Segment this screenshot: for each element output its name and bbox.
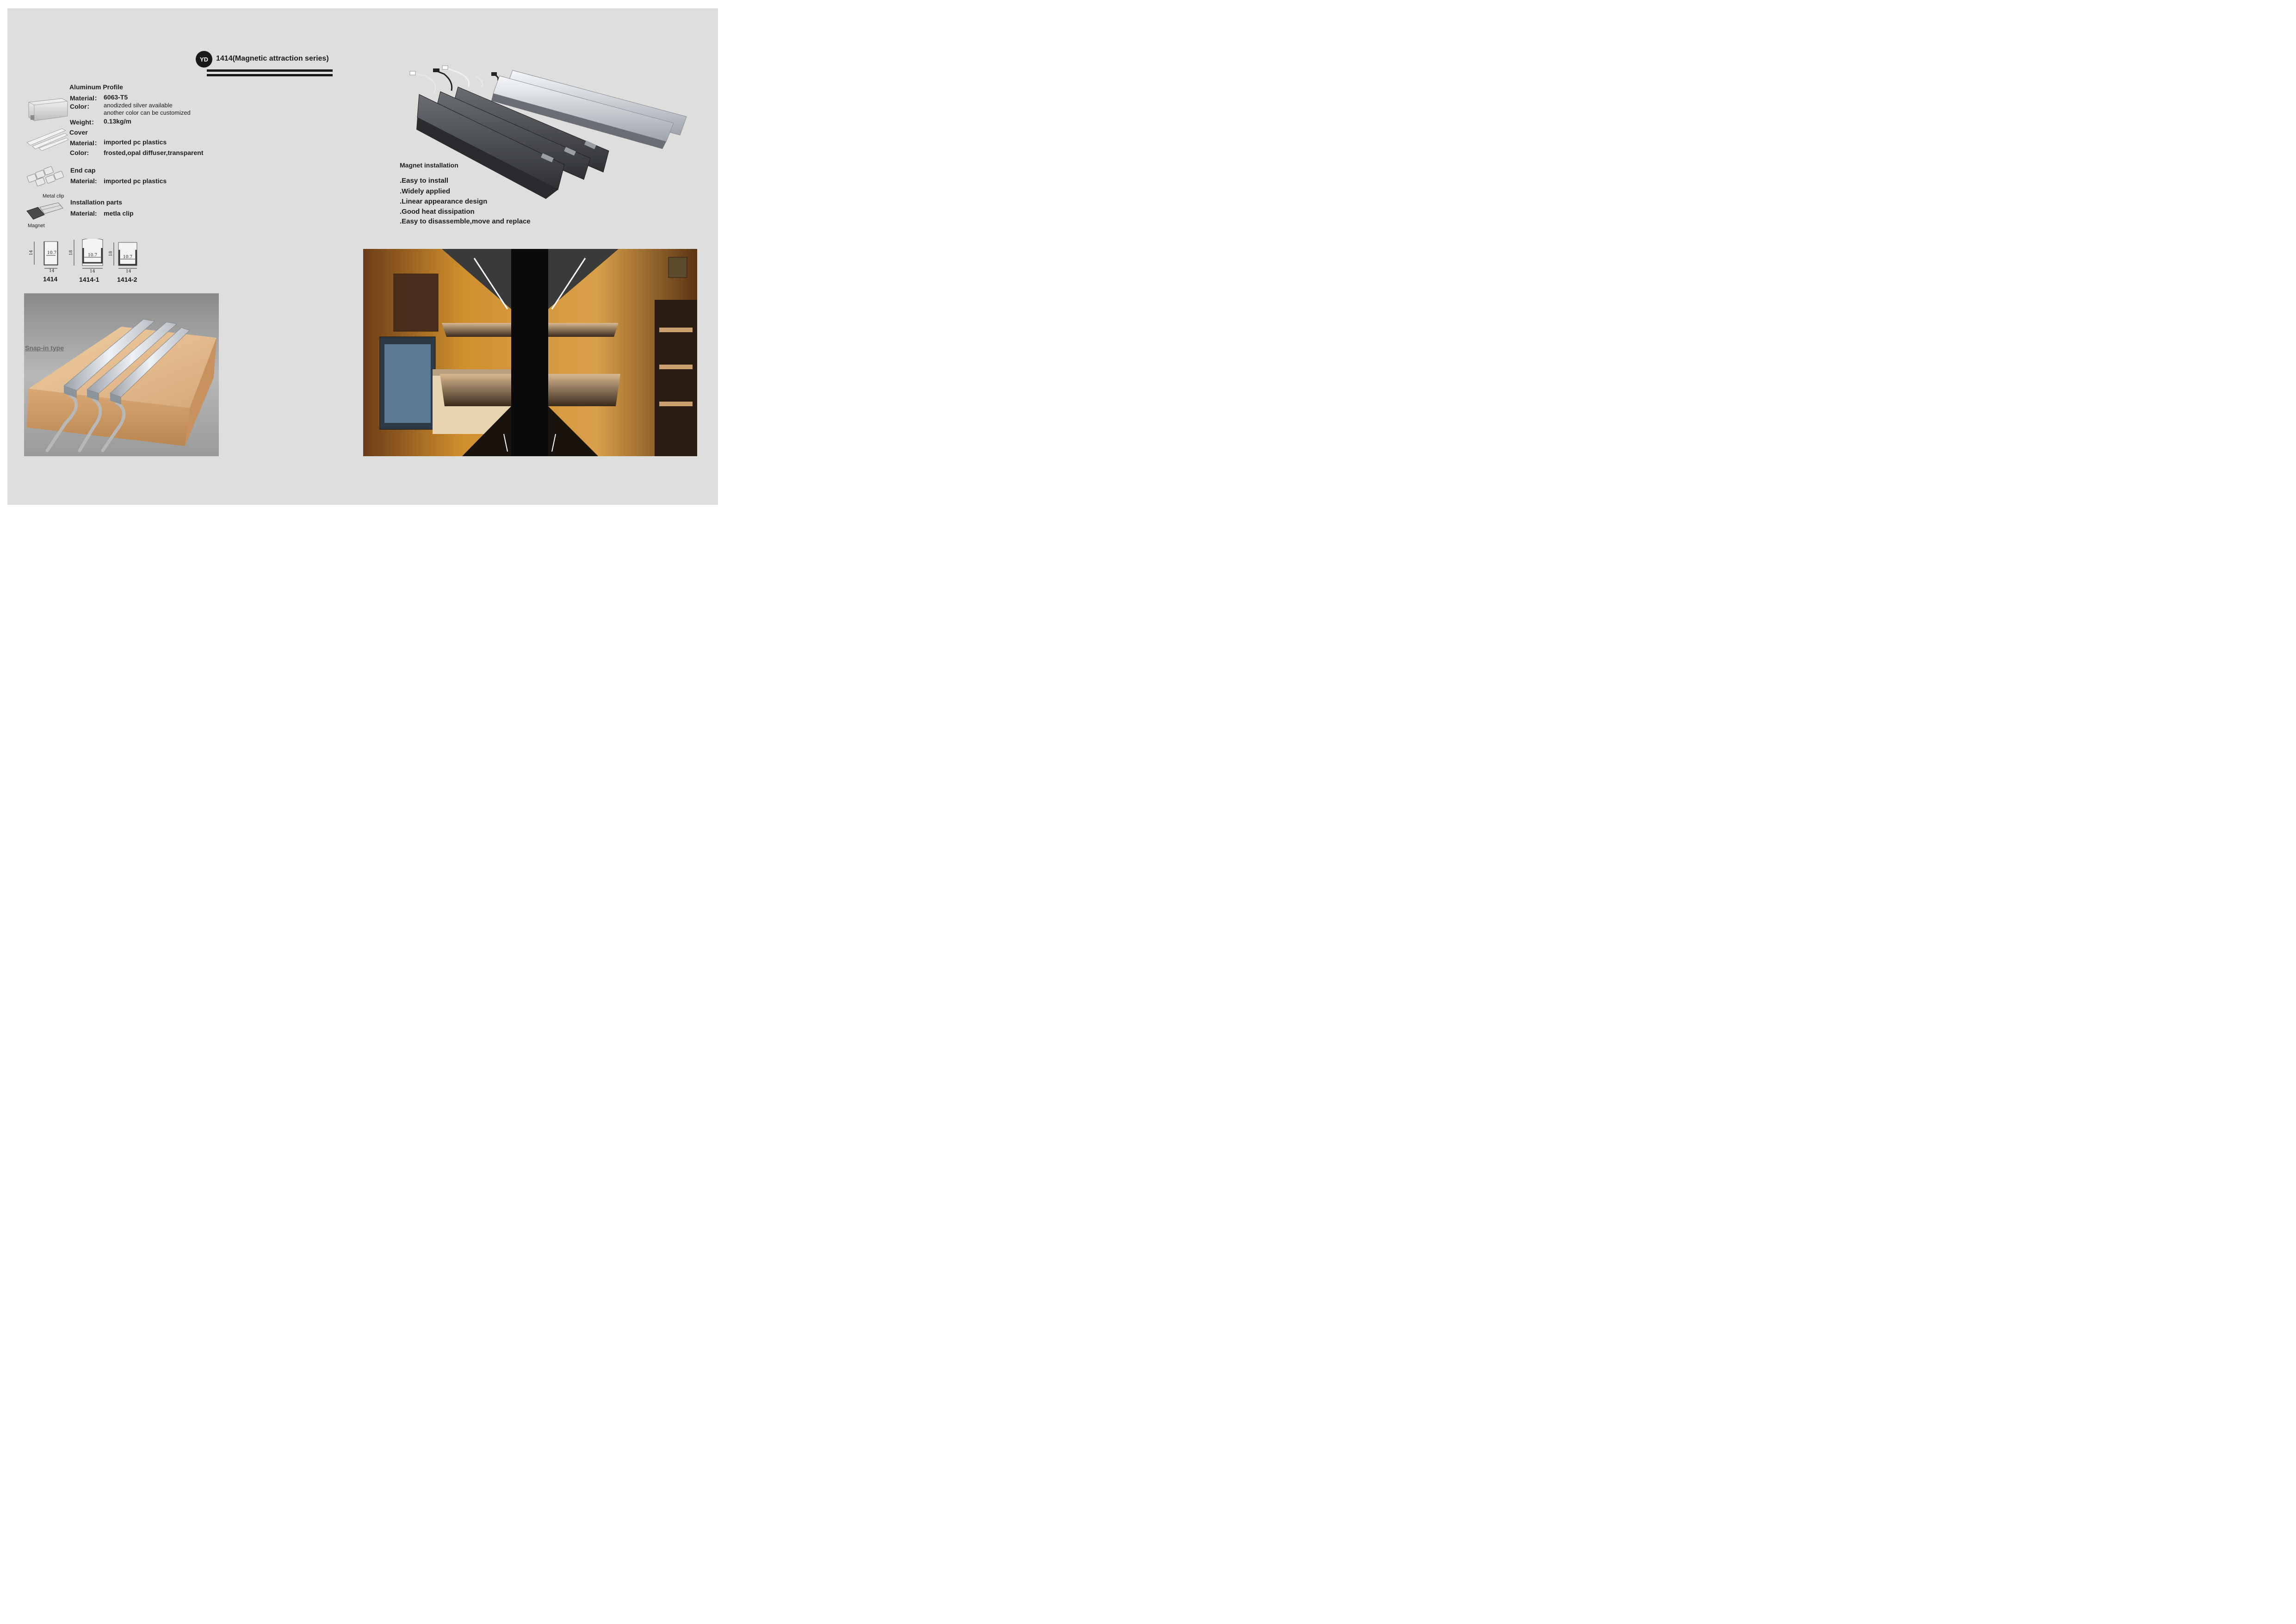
- aluminum-profile-heading: Aluminum Profile: [69, 83, 123, 91]
- feature-item: .Linear appearance design: [400, 198, 488, 205]
- magnet-product-render: [407, 65, 694, 204]
- installation-parts-thumbnail: [26, 201, 65, 221]
- cover-material-label: Material：: [70, 139, 101, 147]
- feature-item: .Easy to install: [400, 177, 449, 185]
- aluminum-color-label: Color：: [70, 103, 93, 110]
- shop-application-photo: [363, 249, 697, 456]
- aluminum-color-value-2: another color can be customized: [104, 109, 191, 116]
- svg-text:18: 18: [69, 250, 74, 255]
- installation-material-value: metla clip: [104, 210, 134, 217]
- brand-logo: YD: [196, 51, 212, 68]
- end-cap-thumbnail: [26, 166, 65, 187]
- profile-1414-2-label: 1414-2: [117, 276, 137, 283]
- end-cap-material-label: Material:: [70, 177, 97, 185]
- cross-section-drawings: [28, 239, 143, 275]
- snap-in-photo: [24, 293, 219, 456]
- profile-1414-1-drawing: [69, 239, 103, 274]
- title-rule-top: [207, 69, 333, 72]
- page-title: 1414(Magnetic attraction series): [216, 55, 329, 62]
- svg-text:10.7: 10.7: [123, 255, 133, 260]
- aluminum-profile-thumbnail: [25, 95, 68, 124]
- cover-material-value: imported pc plastics: [104, 138, 167, 146]
- cover-color-label: Color:: [70, 149, 89, 156]
- svg-text:10.7: 10.7: [47, 251, 57, 255]
- magnet-installation-heading: Magnet installation: [400, 161, 458, 169]
- feature-item: .Good heat dissipation: [400, 208, 475, 216]
- title-rule-bottom: [207, 74, 333, 76]
- installation-heading: Installation parts: [70, 198, 123, 206]
- profile-1414-drawing: [29, 242, 57, 273]
- aluminum-weight-value: 0.13kg/m: [104, 118, 131, 125]
- end-cap-material-value: imported pc plastics: [104, 177, 167, 185]
- feature-item: .Easy to disassemble,move and replace: [400, 217, 531, 225]
- aluminum-weight-label: Weight：: [70, 118, 98, 126]
- metal-clip-label: Metal clip: [43, 193, 64, 199]
- cover-heading: Cover: [69, 129, 88, 136]
- cover-thumbnail: [25, 127, 68, 151]
- svg-text:14: 14: [90, 269, 95, 274]
- svg-text:14: 14: [29, 250, 34, 255]
- svg-text:10.7: 10.7: [88, 253, 98, 258]
- snap-in-label: Snap-in type: [25, 344, 64, 352]
- installation-material-label: Material:: [70, 210, 97, 217]
- aluminum-material-label: Material：: [70, 94, 101, 102]
- magnet-label: Magnet: [28, 223, 45, 229]
- profile-1414-label: 1414: [43, 275, 58, 283]
- svg-text:14: 14: [126, 269, 131, 274]
- profile-1414-1-label: 1414-1: [79, 276, 99, 283]
- svg-text:18: 18: [109, 251, 113, 256]
- feature-item: .Widely applied: [400, 187, 451, 195]
- end-cap-heading: End cap: [70, 167, 96, 174]
- svg-text:14: 14: [49, 269, 55, 273]
- aluminum-color-value-1: anodizded silver available: [104, 102, 173, 109]
- cover-color-value: frosted,opal diffuser,transparent: [104, 149, 204, 156]
- aluminum-material-value: 6063-T5: [104, 93, 128, 101]
- profile-1414-2-drawing: [109, 242, 137, 274]
